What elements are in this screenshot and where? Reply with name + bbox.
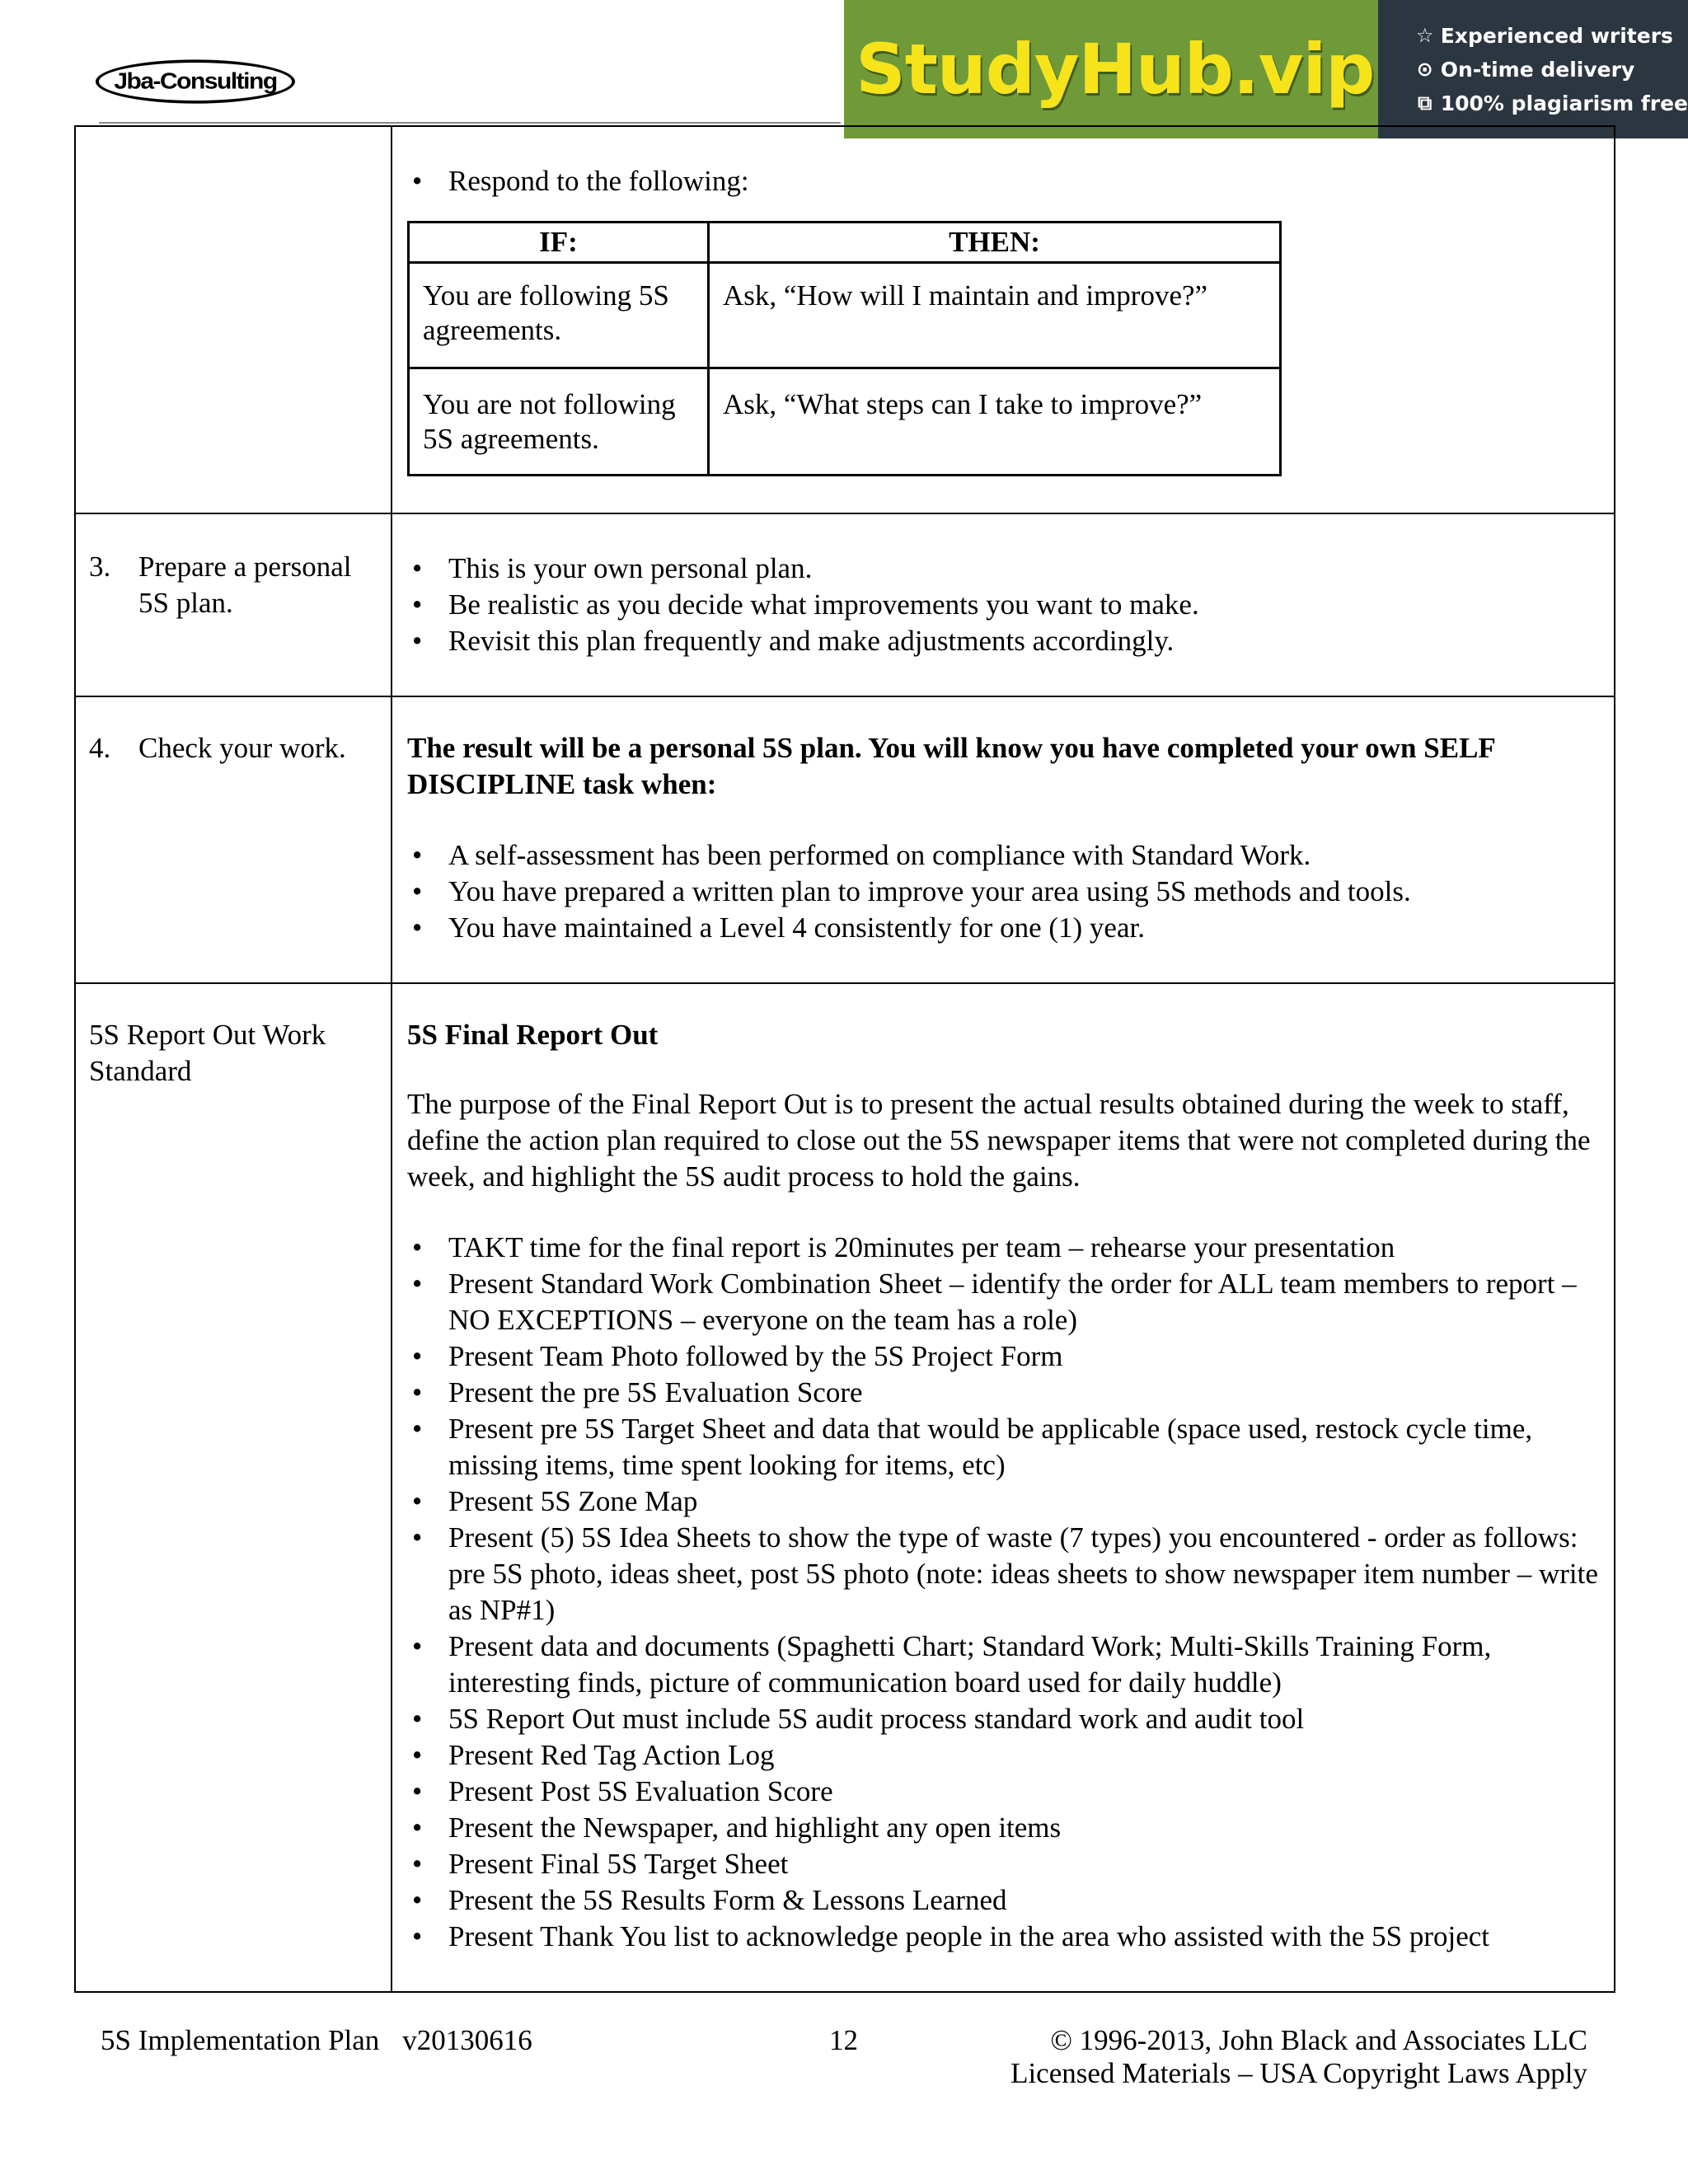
- banner-brand-panel: [844, 0, 1378, 138]
- if-then-header-row: [409, 223, 1281, 263]
- list-item: • Present the 5S Results Form & Lessons Learned: [407, 1882, 1599, 1919]
- list-item: • Present data and documents (Spaghetti Chart; Standard Work; Multi-Skills Training Form, interesting finds, picture of communication board used for daily huddle): [407, 1629, 1599, 1701]
- footer-legal: [1010, 2024, 1587, 2090]
- step-detail-cell: [392, 696, 1615, 983]
- list-item: • Present 5S Zone Map: [407, 1483, 1599, 1520]
- footer-doc-title: 5S Implementation Plan: [101, 2024, 380, 2056]
- if-then-table: [407, 221, 1282, 476]
- step-label-cell: [75, 513, 392, 696]
- list-item: • You have prepared a written plan to improve your area using 5S methods and tools.: [407, 874, 1599, 910]
- bullet-list: [407, 837, 1599, 946]
- star-icon: ☆: [1415, 24, 1434, 47]
- step-detail-cell: [392, 983, 1615, 1992]
- step-label: 5S Report Out Work Standard: [89, 1019, 326, 1087]
- procedure-table: [74, 125, 1615, 1993]
- step-label-cell: [75, 983, 392, 1992]
- banner-feature-text: Experienced writers: [1440, 23, 1673, 48]
- if-cell: You are not following 5S agreements.: [409, 368, 709, 476]
- list-item: • Present Standard Work Combination Sheet – identify the order for ALL team members to report – NO EXCEPTIONS – everyone on the team has a role): [407, 1266, 1599, 1338]
- if-cell: You are following 5S agreements.: [409, 263, 709, 368]
- table-row: [75, 983, 1615, 1992]
- logo-text: Jba-Consulting: [114, 68, 277, 94]
- list-item: • Present Final 5S Target Sheet: [407, 1846, 1599, 1882]
- then-cell: Ask, “How will I maintain and improve?”: [709, 263, 1281, 368]
- list-item: • Present Red Tag Action Log: [407, 1737, 1599, 1774]
- step-label-cell: [75, 696, 392, 983]
- list-item: • Present Team Photo followed by the 5S Project Form: [407, 1338, 1599, 1375]
- table-row: [75, 696, 1615, 983]
- list-item: • You have maintained a Level 4 consistently for one (1) year.: [407, 910, 1599, 946]
- step-detail-cell: [392, 126, 1615, 513]
- studyhub-banner[interactable]: [844, 0, 1688, 138]
- step-number: 3.: [89, 551, 111, 583]
- then-header: THEN:: [709, 223, 1281, 263]
- list-item: • Present the pre 5S Evaluation Score: [407, 1375, 1599, 1411]
- section-heading: 5S Final Report Out: [407, 1019, 659, 1051]
- list-item: • Present pre 5S Target Sheet and data that would be applicable (space used, restock cycle time, missing items, time spent looking for items, etc): [407, 1411, 1599, 1483]
- banner-feature-text: 100% plagiarism free: [1440, 91, 1688, 115]
- page-number: 12: [829, 2024, 858, 2056]
- list-item: • Present Thank You list to acknowledge people in the area who assisted with the 5S project: [407, 1919, 1599, 1955]
- banner-feature: [1414, 91, 1688, 115]
- step-detail-cell: [392, 513, 1615, 696]
- table-row: [75, 513, 1615, 696]
- company-logo: [96, 59, 295, 103]
- list-item: • 5S Report Out must include 5S audit process standard work and audit tool: [407, 1701, 1599, 1737]
- if-then-row: [409, 368, 1281, 476]
- banner-feature: [1414, 58, 1688, 82]
- banner-feature-text: On-time delivery: [1440, 57, 1635, 82]
- bullet-list: [407, 1230, 1599, 1955]
- copy-icon: ⧉: [1418, 91, 1432, 115]
- clock-icon: ⊙: [1416, 58, 1433, 81]
- step-label-cell: [75, 126, 392, 513]
- list-item: • Respond to the following:: [407, 163, 1599, 199]
- table-row: [75, 126, 1615, 513]
- header-rule: [99, 122, 841, 124]
- footer-license: Licensed Materials – USA Copyright Laws Apply: [1010, 2057, 1587, 2089]
- footer-copyright: © 1996-2013, John Black and Associates LLC: [1050, 2024, 1587, 2056]
- list-item: • TAKT time for the final report is 20minutes per team – rehearse your presentation: [407, 1230, 1599, 1266]
- banner-features: [1378, 0, 1688, 138]
- purpose-paragraph: The purpose of the Final Report Out is to present the actual results obtained during the week to staff, define the action plan required to close out the 5S newspaper items that were not completed during the week, and highlight the 5S audit process to hold the gains.: [407, 1088, 1591, 1193]
- if-header: IF:: [409, 223, 709, 263]
- footer-version: v20130616: [402, 2024, 532, 2056]
- step-number: 4.: [89, 732, 111, 764]
- banner-feature: [1414, 24, 1688, 48]
- list-item: • Present (5) 5S Idea Sheets to show the type of waste (7 types) you encountered - order as follows: pre 5S photo, ideas sheet, post 5S photo (note: ideas sheets to show newspaper item number – write as NP#1): [407, 1520, 1599, 1629]
- then-cell: Ask, “What steps can I take to improve?”: [709, 368, 1281, 476]
- list-item: • Present Post 5S Evaluation Score: [407, 1774, 1599, 1810]
- step-label: Prepare a personal 5S plan.: [138, 551, 352, 619]
- bullet-list: [407, 551, 1599, 659]
- footer-doc-info: [101, 2024, 532, 2057]
- completion-criteria: The result will be a personal 5S plan. You will know you have completed your own SELF DISCIPLINE task when:: [407, 732, 1495, 800]
- list-item: • Revisit this plan frequently and make adjustments accordingly.: [407, 623, 1599, 659]
- step-label: Check your work.: [138, 732, 346, 764]
- if-then-row: [409, 263, 1281, 368]
- banner-brand: StudyHub.vip: [856, 29, 1375, 110]
- list-item: • This is your own personal plan.: [407, 551, 1599, 587]
- list-item: • A self-assessment has been performed on compliance with Standard Work.: [407, 837, 1599, 874]
- bullet-list: [407, 163, 1599, 199]
- list-item: • Be realistic as you decide what improvements you want to make.: [407, 587, 1599, 623]
- list-item: • Present the Newspaper, and highlight any open items: [407, 1810, 1599, 1846]
